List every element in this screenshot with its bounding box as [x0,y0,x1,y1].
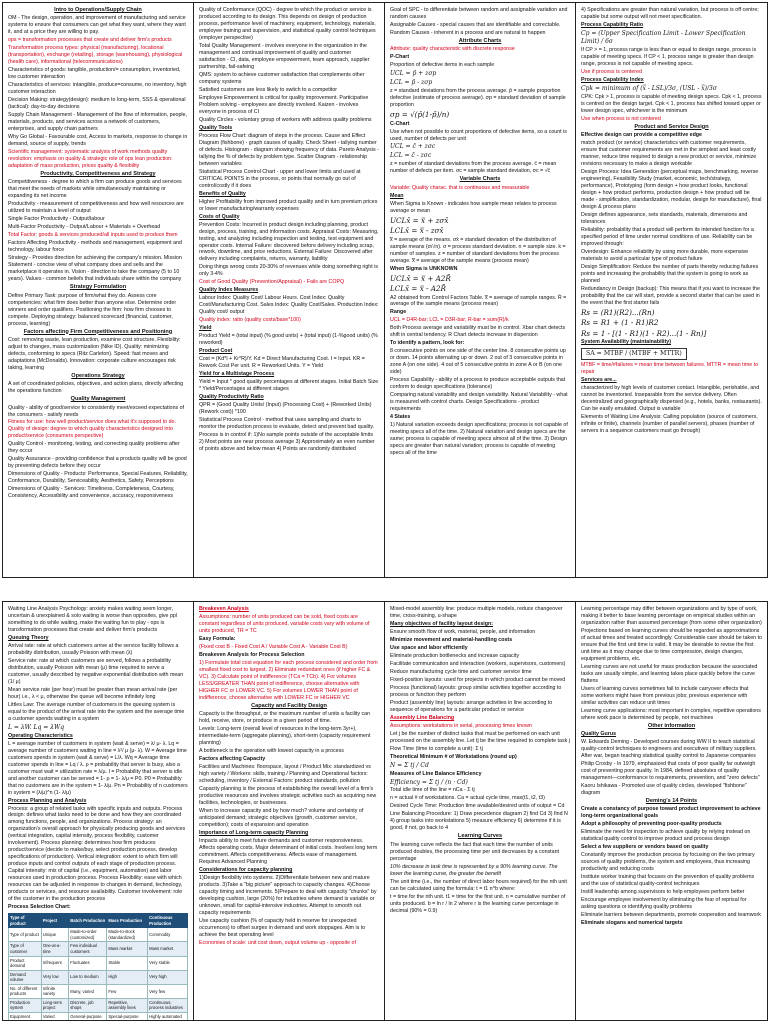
table-row [9,970,188,984]
table-cell: Very stable [148,956,188,970]
section-title: Quality Index Measures [199,287,259,294]
waiting-line-elements: Elements of Waiting Line Analysis: Calling population (source of customers, infinite or finite), channels (number of parallel servers), phases (number of servers in a sequence customers must go through) [581,414,758,435]
process-selection-table [8,913,188,1020]
table-cell: Fluctuates [69,956,107,970]
table-row [9,1012,188,1020]
section-title: Productivity, Competitiveness and Strategy [40,171,156,178]
table-cell: Few [107,984,148,998]
table-cell: Made-to-order (customized) [69,928,107,942]
scm-definition: Supply Chain Management - Management of the flow of information, people, materials, products, and services across a network of customers, enterprises, and supply chain partners [8,112,188,133]
deming-point: Encourage employee involvement by eliminating the fear of reprisal for asking questions or identifying quality problems [581,897,747,911]
table-header: Continuous Production [148,914,188,928]
mean-a2-lcl: LCLx̄ = x̿ - A2R̄ [390,284,446,293]
deming-point: Select a few suppliers or vendors based on quality [581,844,709,851]
mean-a2-legend: A2 obtained from Control Factors Table. x̿ = average of sample ranges. R̄ = average of the sample means (process mean) [390,294,567,308]
section-title: Variable Charts [459,176,501,183]
table-cell: Mass market [148,942,188,956]
section-title: Capacity and Facility Design [251,702,327,709]
section-title: Learning Curves [457,833,503,840]
services-characteristics: Characteristics of services: intangible, produce=consume, no inventory, high customer interaction [8,82,187,96]
quality-index-note: Quality index: ratio (quality costs/base*100) [199,317,301,324]
mean-known: When Sigma is Known - indicates how sample mean relates to process average or mean [390,200,557,214]
quality: Quality - ability of good/service to consistently meet/exceed expectations of the consumers - satisfy needs [8,404,185,418]
column-3 [385,3,576,577]
pci-text: CPK: Cpk > 1, process is capable of meeting design specs. Cpk < 1, process is centred on the design target. Cpk < 1, process has shifted toward upper or lower design spec, whichever is the minimum [581,93,762,114]
yield: Product Yield = (total input) (% good units) + (total input) (1-%good units) (% reworked) [199,333,378,347]
easy-formula-title: Easy Formula: [199,635,236,642]
table-cell: Long-term project [41,998,68,1012]
spc-goal: Goal of SPC - to differentiate between random and assignable variation and random causes [390,7,568,20]
layout-objectives-title: Many objectives of facility layout design: [390,620,494,627]
capacity-def: Capacity is the throughput, or the maximum number of units a facility can hold, receive, store, or produce in a given period of time. [199,711,371,725]
table-header: Type of product [9,914,42,928]
services-are: Services are... [581,377,617,384]
table-cell: Very high [148,970,188,984]
breakeven-assumptions: Assumptions: number of units produced can be sold, fixed costs are constant regardless of units produced, variable costs vary with volume of units produced, TR = TC [199,613,370,634]
design-simplification: Design Simplification: Reduce the number of parts thereby reducing failures points and increasing the probability that the system is going to work as planned [581,263,759,284]
transformation-types: Transformation process types: physical (manufacturing), locational (transportation), exchange (retailing), storage (warehousing), physiological (health care), informational (telecommunications) [8,45,183,66]
users-of-curves: Users of learning curves sometimes fail to include carryover effects that some workers might have from previous jobs; previous experience with similar activities can reduce unit times [581,685,749,706]
column-4 [576,602,767,1020]
ishikawa: Kaoru Ishikawa - Promoted use of quality circles, developed "fishbone" diagram [581,783,747,796]
state-4: 4) Specifications are greater than natural variation, but process is off centre; capable but some output will not meet specification. [581,7,759,20]
table-header: Project [41,914,68,928]
deming-point: Institute worker training that focuses on the prevention of quality problems and the use of statistical quality-control techniques [581,874,755,888]
capacity-planning: Capacity planning is the process of establishing the overall level of a firm's productive resources and involves strategic activities such as acquiring new facilities, technologies, or businesses. [199,786,377,806]
objective: Use space and labor efficiently [390,644,468,651]
pcr-text: If CP > = 1, process range is less than or equal to design range, process is capable of meeting specs. If CP < 1, process range is greater than design range, process is not capable of meeting specs. [581,46,757,67]
mean-title: Mean [390,192,404,199]
deming-point: Create a constancy of purpose toward product improvement to achieve long-term organizational goals [581,806,761,820]
section-title: Product and Service Design [634,123,709,130]
table-cell: Special-purpose [107,1012,148,1020]
employee-empowerment: Employee Empowerment is critical for quality improvement. Participative Problem solving - employees are directly involved. Kaizen - involves everyone in process of CI [199,94,369,115]
mean-ucl: UCLx̄ = x̿ + zσx̄ [390,215,449,225]
both-in-control: Both Process average and variability must be in control. Xbar chart detects shift in central tendency. R Chart detects increase in dispersion [390,325,566,339]
random-causes: Random Causes - inherent in a process and are natural to happen [390,29,546,36]
column-2 [194,3,385,577]
benefits: Higher Profitability from improved product quality and in turn premium prices or lower manufacturing/warranty expenses [199,198,378,212]
objective: Eliminate production bottlenecks and increase capacity [390,652,519,659]
section-title: Yield for a Multistage Process [199,371,275,378]
importance: Impacts ability to meet future demands and customer responsiveness. Affects operating costs. Major determinant of initial costs. Involves long term commitment. Affects competitiveness. Affects ease of management. Requires Advanced Planning [199,837,378,865]
learning-percentage: Learning percentage may differ between organizations and by type of work, making it better to base learning percentage on empirical studies within an organization rather than assumed percentage (from some other organization) [581,606,762,626]
four-states: 1) Natural variation exceeds design specifications; process is not capable of meeting specs all of the time. 2) Natural variation and design specs are the same; process is capable of meeting specs almost all of the time. 3) Design specs are greater than natural variation; process is capable of meeting specs all of the time [390,422,568,457]
table-cell: Made-to-stock (standardized) [107,928,148,942]
scientific-management: Scientific management: systematic analysis of work methods quality revolution: emphasis on quality & strategic role of ops lean production: adaptation of mass production, prices quality & flexibility [8,149,173,170]
services-text: characterized by high levels of customer contact. Intangible, perishable, and cannot be inventoried. Inseparable from the service delivery. Often decentralized and geographically dispersed (e.g., hotels, banks, restaurants). Can be easily emulated. Output is variable [581,385,762,413]
spc-method: Statistical Process Control - method that uses sampling and charts to monitor the production process to evaluate, detect and prevent bad quality. [199,417,375,431]
spc-chart: Statistical Process Control Chart - upper and lower limits and used at CRITICAL POINTS in the process, or points that normally go out of control/costly if it does [199,168,361,189]
range-formula: UCL = D4R-bar; LCL = D3R-bar; R-bar = sum(R)/k [390,317,509,324]
table-cell: Varied [41,1012,68,1020]
c-chart-desc: Use when not possible to count proportions of defective items, so a count is used, number of defects per unit [390,128,567,142]
single-factor: Single Factor Productivity - Output/labour [8,216,105,223]
table-cell: Production system [9,998,42,1012]
strategy-formulation: Define Primary Task: purpose of firm/what they do. Assess core competencies: what firm does better than anyone else. Determine order winners and order qualifiers. Positioning the firm: how firm chooses to compete. Deploying strategy: balanced scorecard (financial, customer, process, learning) [8,292,177,327]
table-cell: Infrequent [41,956,68,970]
mean-legend: x̿ = average of the means. σx̄ = standard deviation of the distribution of sample means (σ/√n). σ = process standard deviation. n = sample size. k = number of samples. z = number of standard deviations from the process average. x̿ = average of the sample means (process mean) [390,236,566,264]
product-layout: Product (assembly line) layouts: arrange activities in line according to sequence of operations for a particular product or service [390,699,553,713]
mean-unknown: When Sigma is UNKNOWN [390,265,458,272]
table-cell: High [107,970,148,984]
table-cell: Few individual customers [69,942,107,956]
line-balancing-assumptions: Assumptions: workstations in serial, processing times known [390,722,532,729]
table-cell: Product demand [9,956,42,970]
table-cell: Commodity [148,928,188,942]
variable-def: Variable: Quality charac. that is continuous and measurable [390,184,530,191]
cost-of-good-quality: Cost of Good Quality (Prevention/Appraisal) - Fails are COPQ [199,279,345,286]
system-availability-title: System Availability (maintainability) [581,339,671,346]
section-title: Considerations for capacity planning [199,866,293,873]
identify-pattern: To identify a pattern, look for: [390,340,465,347]
efficiency-title: Measures of Line Balance Efficiency [390,770,482,777]
table-cell: No. of different products [9,984,42,998]
dimensions-products: Dimensions of Quality - Products: Performance, Special Features, Reliability, Conformance, Durability, Serviceability, Aesthetics, Safety, Perceptions [8,471,188,485]
pcr-formula: Cp = (Upper Specification Limit - Lower Specification Limit) / 6σ [581,29,746,45]
quality-of-conformance: Quality of Conformance (QOC) - degree to which the product or service is produced according to its design. This depends on design of production process, performance level of machinery, equipment, technology, materials, employee training and supervision, and statistical quality control techniques (employer perspective) [199,7,376,41]
goods-characteristics: Characteristics of goods: tangible, production/= consumption, inventoried, low customer interaction [8,67,181,81]
line-balancing-text: Let j be the number of distinct tasks that must be performed on each unit processed on the assembly line. Let tj be the time required to complete task j [390,730,570,744]
section-title: Other information [647,722,696,729]
costs-of-quality: Prevention Costs: Incurred in product design including planning, product design, process, training, and information costs. Appraisal Costs: Measuring, testing, and analyzing including inspection and testing, test equipment and operator costs. Internal Failure: discovered before delivery including scrap, rework, downtime, and price reductions. External Failure: Discovered after delivery including complaints, returns, warranty, liability [199,221,379,263]
deming: W. Edwards Deming - Developed courses during WW II to teach statistical quality-control techniques to engineers and executives of military suppliers. After war, began teaching statistical quality control to Japanese companies [581,739,757,760]
column-3 [385,602,576,1020]
not-useful: Learning curves are not useful for mass production because the associated tasks are usually simple, and learning takes place quickly before the curve flattens [581,663,758,684]
table-header: Batch Production [69,914,107,928]
competitiveness: Competitiveness - degree to which a firm can produce goods and services that meet the needs of markets while simultaneously maintaining or expanding its net income [8,179,182,200]
table-cell: Discrete, job shops [69,998,107,1012]
comparing-variability: Comparing natural variability and design variability. Natural Variability - what is measured with control charts. Design Specifications - product requirements [390,392,568,413]
idle-time: Total idle time of the line = nCa - Σ tj [390,787,475,794]
reliability: Reliability: probability that a product will perform its intended function for a specified period of time under normal conditions of use. Reliability can be improved through: [581,226,754,247]
doing-things-wrong: Doing things wrong costs 20-30% of revenues while doing something right is only 3-4% [199,264,379,278]
arrival-rate: Arrival rate: rate at which customers arrive at the service facility follows a probability distribution, usually Poisson with mean (λ) [8,642,179,656]
positioning: Cost: removing waste, lean production, examine cost structure. Flexibility: adjust to changes, mass customization (Nike ID). Quality: minimizing defects, conforming to specs (Ritz Carleton). Speed: fast moves and adaptations (McDonalds). Innovation: corporate culture encourages risk taking, learning [8,336,181,371]
system-availability-formula: SA = MTBF / (MTBF + MTTR) [581,348,687,360]
table-cell: Stable [107,956,148,970]
quality-control: Quality Control - monitoring, testing, and correcting quality problems after they occur [8,441,180,455]
table-row [9,942,188,956]
column-4 [576,3,767,577]
range-title: Range [390,309,407,316]
table-row [9,928,188,942]
cheat-sheet-page-1 [2,2,768,578]
table-cell: Mass market [107,942,148,956]
p-chart-sigma: σp = √(p̄(1-p̄)/n) [390,110,450,120]
why-go-global: Why Go Global - Favourable cost, Access to markets, response to change in demand, source of supply, trends [8,134,188,148]
column-1 [3,3,194,577]
flow-time: Flow Time (time to complete a unit): Σ tj [390,745,483,752]
column-1 [3,602,194,1020]
factors-capacity-title: Factors affecting Capacity [199,756,266,763]
four-states-title: 4 States [390,414,411,421]
crosby: Philip Crosby - In 1979, emphasized that costs of poor quality far outweigh cost of preventing poor quality. In 1984, defined absolutes of quality management—conformance to requirements, prevention, and "zero defects" [581,761,760,782]
mixed-model: Mixed-model assembly line: produce multiple models, reduce changeover time, cross-training, u-shape [390,606,563,619]
section-title: Factors affecting Firm Competitiveness and Positioning [23,328,173,335]
section-title: Process Planning and Analysis [8,797,87,804]
unit-time-legend: t = time for the nth unit. t1 = time for the first unit. n = cumulative number of units produced. b = ln r / ln 2 where r is the learning curve percentage in decimal (90% = 0.9) [390,893,566,914]
p-chart-ucl: UCL = p̄ + zσp [390,70,437,78]
pci-note: Use when process is not centered [581,115,661,122]
overdesign: Overdesign: Enhance reliability by using more durable, more expensive materials to avoid a particular type of product failure [581,248,749,262]
section-title: Deming's 14 Points [645,797,698,804]
deming-point: Eliminate slogans and numerical targets [581,920,683,927]
deming-point: Eliminate the need for inspection to achieve quality by relying instead on statistical quality control to improve product and process design [581,829,751,843]
dimensions-services: Dimensions of Quality - Services: Timeliness, Completeness, Courtesy, Consistency, Accessibility and convenience, accuracy, responsiveness [8,486,175,500]
objective: Minimize movement and material-handling costs [390,636,513,643]
operating-characteristics: L = average number of customers in system (wait & serve) = λ/ μ- λ. Lq = average number of customers waiting in line = λ²/ μ (μ- λ). W = Average time customers spends in system (wait & serve) = L/λ. Wq = Average time customer spends in line = Lq / λ. ρ = probability that server is busy, also a customer must wait = utilization rate = λ/μ. I = Probability that server is idle and another customer can be served = 1- ρ = 1- λ/μ = P0. P0 = Probability that no customers are in the system = 1- λ/μ. Pn = Probability of n customers in system = (λ/μ)^n (1- λ/μ) [8,740,188,796]
capacity-levels: Levels: Long-term (overall level of resources in the long-term 3yr+), intermediate-term (aggregate planning), short-term (capacity requirement planning) [199,726,371,747]
operations-strategy: A set of coordinated policies, objectives, and action plans, directly affecting the operations function [8,381,184,395]
patterns: 8 consecutive points on one side of the center line. 8 consecutive points up or down. 14 points alternating up or down. 2 out of 3 consecutive points in zone A (on one side). 4 out of 5 consecutive points in zone A or B (on one side) [390,348,566,376]
table-cell: Many, varied [69,984,107,998]
reliability-series: Rs = (R1)(R2)...(Rn) [581,307,655,317]
table-cell: Repetitive, assembly lines [107,998,148,1012]
om-definition: OM - The design, operation, and improvement of manufacturing and service systems to ensure that consumers can get what they want, where they want it, and at a price they are willing to pay. [8,15,186,36]
littles-law-formula: L = λW. Lq = λWq [8,723,65,731]
section-title: Assembly Line Balancing [390,714,455,721]
deming-point: Eliminate barriers between departments, promote cooperation and teamwork [581,912,761,919]
table-cell: Type of product [9,928,42,942]
section-title: Breakeven Analysis for Process Selection [199,651,305,658]
redundancy: Redundancy in Design (backup): This means that if you want to increase the probability that the car will start, provide a second starter that can be used in the event that the first starter fails [581,285,760,306]
quality-tools: Process Flow Chart: diagram of steps in the process. Cause and Effect Diagram (fishbone) - graph causes of quality. Check Sheet - tallying number of defects. Histogram - diagram showing frequency of data. Pareto Analysis - tallying the % of defects by problem type. Scatter Diagram - relationship between variables [199,132,379,167]
section-title: Queuing Theory [8,634,49,641]
learning-curve: The learning curve reflects the fact that each time the number of units produced doubles, the processing time per unit decreases by a constant percentage [390,841,560,862]
capacity-cushion: Use capacity cushion (% of capacity held in reserve for unexpected occurrences) to offset surges in demand and work stoppages. Aim is to achieve the best operating level [199,917,366,938]
product-cost: Cost = (Kd*I + Kr*R)/Y. Kd = Direct Manufacturing Cost. I = Input. KR = Rework Cost Per unit. R = Reworked Units. Y = Yield [199,356,365,370]
deming-point: Instill leadership among supervisors to help employees perform better [581,889,745,896]
satisfied-customers: Satisfied customers are less likely to switch to a competitor [199,86,338,93]
table-cell: Highly automated [148,1012,188,1020]
om-definition-note: ops = transformation processes that create and deliver firm's products [8,37,172,44]
section-title: Quality Tools [199,124,233,131]
table-row [9,998,188,1012]
table-row [9,984,188,998]
quality-assurance: Quality Assurance - providing confidence that a products quality will be good by preventing defects before they occur [8,456,187,470]
easy-formula: (Fixed cost B - Fixed Cost A / Variable Cost A - Variable Cost B) [199,643,348,650]
c-chart-ucl: UCL = c̄ + zσc [390,143,436,151]
section-title: Strategy Formulation [69,284,127,291]
design-defines: Design defines appearance, sets standards, materials, dimensions and tolerances [581,211,748,225]
process-in-control: Process is in control if: 1)No sample points outside of the acceptable limits 2) Most points are near process average 3) Approximately an even number of points above and below mean 4) Points are randomly distributed [199,432,375,453]
decision-making: Decision Making: strategy(design): medium to long-term, SSS & operational (tactical): day-to-day decisions [8,97,186,111]
tqm: Total Quality Management - involves everyone in the organization in the management and continual improvement of quality and customer satisfaction - CI, data, employee empowerment, team approach, supplier partnership, fail-safeing [199,42,370,70]
section-title: Benefits of Quality [199,190,246,197]
table-cell: Infinite variety [41,984,68,998]
column-2 [194,602,385,1020]
efficiency-formula: Efficiency = Σ tj / (n · Cd) [390,778,468,786]
productivity: Productivity - measurement of competitiveness and how well resources are utilized to maintain a level of output [8,201,184,215]
table-cell: Type of customer [9,942,42,956]
desired-cycle-time: Desired Cycle Time: Production time available/desired units of output = Cd [390,803,565,810]
p-chart-title: P-Chart [390,54,410,61]
section-title: Yield [199,325,212,332]
fitness-for-use: Fitness for use: how well product/service does what it's supposed to do. Quality of design: degree to which quality characteristics designed into product/service (consumers perspective) [8,419,176,440]
factors-capacity: Facilities and Machines: floorspace, layout / Product Mix: standardized vs high variety / Workers: skills, training / Planning and Operational factors: scheduling, inventory / External Factors: product standards, pollution [199,764,371,785]
section-title: Importance of Long-term capacity Planning [199,829,309,836]
multi-factor: Multi-Factor Productivity - Output/Labour + Materials + Overhead [8,224,161,231]
effective-design-text: match product (or service) characteristics with customer requirements, ensure that customer requirements are met in the simplest and least costly manner, reduce time required to design a new product or service, minimize revisions necessary to make a design workable [581,139,757,167]
effective-design: Effective design can provide a competitive edge [581,131,702,138]
objective: Facilitate communication and interaction (workers, supervisors, customers) [390,660,566,667]
bottleneck: A bottleneck is the operation with lowest capacity in a process [199,748,344,755]
process-planning: Process: a group of related tasks with specific inputs and outputs. Process design: defines what tasks need to be done and how they are coordinated among functions, people, and organizations. Process strategy: an organization's overall approach for physically producing goods and services (vertical integration, capital intensity, process flexibility, customer involvement). Process planning: determines how firm produces product/service (decide to make/buy, select production process, develop specifications of production). Vertical integration: extent to which firm will produce inputs and control outputs of each stage of production process. Capital intensity: mix of capital (i.e., equipment, automation) and labor resources used in production process. Process Flexibility: ease with which resources can be adjusted in response to changes in demand, technology, products or services, and resource availability. Customer involvement: role of the customer in the production process [8,805,186,903]
quality-index: Labour Index: Quality Cost/ Labour Hours. Cost Index: Quality Cost/Manufacturing Cost. Sales Index: Quality Cost/Sales. Production Index: Quality cost/ output [199,295,379,316]
deming-point: Adopt a philosophy of preventing poor-quality products [581,821,722,828]
c-chart-lcl: LCL = c̄ - zσc [390,152,432,160]
total-factor: Total Factor: goods & services produced/all inputs used to produce them [8,232,178,239]
unit-time: The unit time (i.e., the number of direct labor hours required) for the nth unit can be calculated using the formula: t = t1 n^b where: [390,878,567,892]
fixed-position-layout: Fixed-position layouts: used for projects in which product cannot be moved [390,676,566,683]
process-selection-title: Process Selection Chart: [8,904,71,911]
curve-applications: Learning curve applications: most important in complex, repetitive operations where work pace is determined by people, not machines [581,707,761,721]
when-to-increase: When to increase capacity and by how much? volume and certainty of anticipated demand; strategic objectives (growth, customer service, competition); costs of expansion and operation [199,807,364,828]
p-chart-legend: z = standard deviations from the process average. p̄ = sample proportion defective (estimate of process average). σp = standard deviation of sample proportion [390,88,566,109]
qms: QMS: system to achieve customer satisfaction that complements other company systems [199,71,365,85]
c-chart-legend: z = number of standard deviations from the process average. c̄ = mean number of defects per item. σc = sample standard deviation, σc = √c̄ [390,161,557,175]
pci-formula: Cpk = minimum of (x̿ - LSL)/3σ, (USL - x̿)/3σ [581,84,717,92]
table-row [9,956,188,970]
pci-title: Process Capability Index [581,76,644,83]
section-title: Operating Characteristics [8,732,73,739]
factors-affecting: Factors Affecting Productivity - methods and management, equipment and technology, labour force [8,240,182,254]
line-legend: n = actual # of workstations. Ca = actual cycle time, max(t1, t2, t3) [390,795,545,802]
section-title: Attribute Charts [458,37,502,44]
section-title: Intro to Operations/Supply Chain [54,7,142,13]
system-availability-legend: MTBF = time/#failures = mean time between failures. MTTR = mean time to repair [581,362,759,376]
objective: Ensure smooth flow of work, material, people, and information [390,628,536,635]
breakeven-steps: 1) Formulate total cost equation for each process considered and order from smallest fixed cost to largest. 2) Eliminate redundant ones (if higher FC & VC). 3) Calculate point of indifference (TCa = TCb). 4) For volumes LESS/GREATER THAN point of indifference, choose alternative with HIGHER FC or LOWER VC. 5) For volumes LOWER THAN point of indifference, choose alternative with LOWER FC or HIGHER VC [199,659,378,701]
reliability-parallel-n: Rs = 1 - [(1 - R1)(1 - R2)...(1 - Rn)] [581,328,707,338]
line-balancing-procedure: Line Balancing Procedure: 1) Draw precedence diagram 2) find Cd 3) find N 4) group tasks into workstations 5) measure efficiency 6) determine if it is good, if not, go back to 4 [390,811,568,832]
table-header-row [9,914,188,928]
section-title: Quality Management [70,396,126,403]
strategy: Strategy - Provides direction for achieving the company's mission. Mission Statement - concise view of what company does and sells and the marketplace it operates in. Vision - direction to take the company (5 to 10 years). Values - common beliefs that individuals share within the company [8,255,182,283]
quality-circles: Quality Circles - voluntary group of workers with address quality problems [199,116,372,123]
c-chart-title: C-Chart [390,120,410,127]
deming-point: Constantly improve the production process by focusing on the two primary sources of quality problems, the system and employees, thus increasing productivity and reducing costs [581,852,755,873]
pcr-title: Process Capability Ratio [581,21,644,28]
table-cell: Demand volume [9,970,42,984]
objective: Reduce manufacturing cycle time and customer service time [390,668,532,675]
attribute-def: Attribute: quality characteristic with discrete response [390,46,515,53]
table-header: Mass Production [107,914,148,928]
assignable-causes: Assignable Causes - special causes that are identifiable and correctable. [390,21,561,28]
mean-a2-ucl: UCLx̄ = x̿ + A2R̄ [390,273,451,283]
table-cell: Unique [41,928,68,942]
section-title: Costs of Quality [199,213,240,220]
mean-lcl: LCLx̄ = x̿ - zσx̄ [390,226,444,236]
table-cell: One-at-a-time [41,942,68,956]
section-title: Breakeven Analysis [199,606,249,612]
considerations: 1)Design flexibility into systems. 2)Differentiate between new and mature products. 3)Take a "big picture" approach to capacity changes. 4)Choose capacity timing and increments. 5)Prepare to deal with capacity "chunks" by developing cushion, large (20%) for industries where demand is variable or unknown, small for capital-intensive industries. Attempt to smooth out capacity requirements [199,874,377,916]
quality-gurus-title: Quality Gurus [581,731,617,738]
service-rate: Service rate: rate at which customers are served, follows a probability distribution, usually Poisson with mean (μ) time required to serve a customer, usually described by negative exponential distribution with mean (1/ μ) [8,657,184,685]
projections: Projections based on learning curves should be regarded as approximations of actual times and treated accordingly. Considerable care should be taken to ensure that the first unit time is valid. It may be desirable to revise the first unit time as it may change due to time compression, design changes, equipment problems, etc. [581,627,762,662]
table-cell: General-purpose [69,1012,107,1020]
theoretical-minimum: Theoretical Minimum # of Workstations (round up) [390,753,517,760]
p-chart-desc: Proportion of defective items in each sample [390,62,495,69]
pcr-note: Use if process is centered [581,68,642,75]
multistage-yield: Yield = Input * good quality percentages at different stages. Initial Batch Size * Yield/Percentages at different stages [199,379,379,393]
design-process: Design Process: Idea Generation (perceptual maps, benchmarking, reverse engineering), Feasibility Study (market, economic, tech/strategy, performance), Prototyping (form design + how product looks, functional design + how product performs, production design + how product will be made - simplification, standardization, modular, design for manufacture), final design & process plans [581,168,762,210]
learning-curve-note: 10% decrease in task time is represented by a 90% learning curve. The lower the learning curve, the greater the benefit [390,863,558,877]
littles-law: Littles Law: The average number of customers in the queuing system is equal to the product of the arrival rate into the system and the average time a customer spends waiting in a system [8,701,185,722]
table-cell: Very low [41,970,68,984]
table-cell: Equipment [9,1012,42,1020]
process-layout: Process (functional) layouts: group similar activities together according to process or function they perform [390,684,562,698]
section-title: Quality Productivity Ratio [199,394,264,401]
table-cell: Very few [148,984,188,998]
waiting-psychology: Waiting Line Analysis Psychology: anxiety makes waiting seem longer, uncertain & unexplained & solo waiting is worse than opposites, give ppl something to do while waiting, make the waiting fun to play - ops is transformation processes that create and deliver firm's products [8,606,178,633]
table-cell: Continuous, process industries [148,998,188,1012]
process-capability: Process Capability - ability of a process to produce acceptable outputs that conform to design specifications (tolerance) [390,377,566,391]
qpr: QPR = (Good Quality Units/ (Input) (Processing Cost) + (Reworked Units) (Rework cost)) *100 [199,402,372,416]
mean-service-rate: Mean service rate (per hour) must be greater than mean arrival rate (per hour) i.e., λ < μ, otherwise the queue will become infinitely long [8,686,178,700]
table-cell: Low to medium [69,970,107,984]
theoretical-minimum-formula: N = Σ tj / Cd [390,761,429,769]
reliability-parallel: Rs = R1 + (1 - R1)R2 [581,318,659,328]
economies-of-scale: Economies of scale: unit cost down, output volume up - opposite of [199,939,356,946]
section-title: Product Cost [199,348,233,355]
section-title: Operations Strategy [71,372,125,379]
p-chart-lcl: LCL = p̄ - zσp [390,79,433,87]
cheat-sheet-page-2 [2,601,768,1021]
